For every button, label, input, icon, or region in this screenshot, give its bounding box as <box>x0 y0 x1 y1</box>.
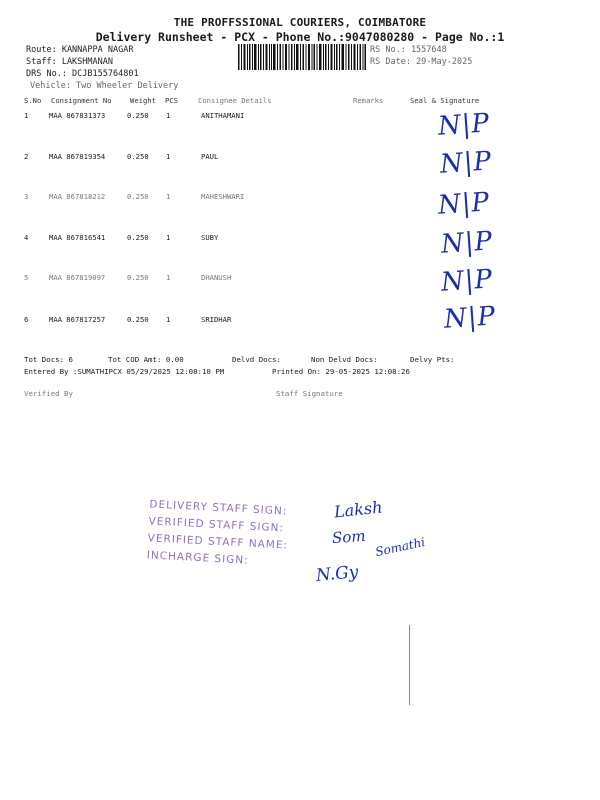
runsheet-title: Delivery Runsheet - PCX - Phone No.:9047080280 - Page No.:1 <box>95 30 505 44</box>
row-consignment: MAA 867819354 <box>49 152 106 161</box>
company-name: THE PROFFSSIONAL COURIERS, COIMBATORE <box>173 16 427 29</box>
row-consignee: MAHESHWARI <box>201 192 245 201</box>
rs-date: RS Date: 29-May-2025 <box>370 57 473 67</box>
row-pcs: 1 <box>166 273 171 282</box>
col-weight: Weight <box>130 96 156 105</box>
row-weight: 0.250 <box>127 233 149 242</box>
rs-number: RS No.: 1557648 <box>370 45 447 55</box>
non-delivered-docs: Non Delvd Docs: <box>311 355 378 364</box>
col-pcs: PCS <box>165 96 178 105</box>
table-row <box>0 152 600 164</box>
col-seal-signature: Seal & Signature <box>410 96 480 105</box>
route-label: Route: KANNAPPA NAGAR <box>26 45 134 55</box>
handwritten-signature: Som <box>331 526 367 548</box>
total-docs: Tot Docs: 6 <box>24 355 73 364</box>
row-pcs: 1 <box>166 315 171 324</box>
drs-number: DRS No.: DCJB155764801 <box>26 69 139 79</box>
verified-by-label: Verified By <box>24 389 73 398</box>
row-consignee: ANITHAMANI <box>201 111 245 120</box>
row-consignment: MAA 867819097 <box>49 273 106 282</box>
stamp-incharge-sign: INCHARGE SIGN: <box>146 549 250 567</box>
row-pcs: 1 <box>166 152 171 161</box>
handwritten-np-mark: N|P <box>439 146 493 180</box>
delivery-points: Delvy Pts: <box>410 355 455 364</box>
stamp-verified-staff-sign: VERIFIED STAFF SIGN: <box>148 515 285 535</box>
table-row <box>0 233 600 245</box>
row-consignment: MAA 867816541 <box>49 233 106 242</box>
row-weight: 0.250 <box>127 111 149 120</box>
col-sno: S.No <box>24 96 42 105</box>
row-pcs: 1 <box>166 111 171 120</box>
col-consignment: Consignment No <box>51 96 112 105</box>
handwritten-np-mark: N|P <box>443 301 497 335</box>
stamp-verified-staff-name: VERIFIED STAFF NAME: <box>147 532 289 552</box>
row-consignment: MAA 867817257 <box>49 315 106 324</box>
row-consignee: SUBY <box>201 233 219 242</box>
entered-by: Entered By :SUMATHIPCX 05/29/2025 12:08:10 PM <box>24 367 225 376</box>
total-cod-amount: Tot COD Amt: 0.00 <box>108 355 184 364</box>
scan-artifact-line <box>409 625 410 705</box>
row-sno: 2 <box>24 152 29 161</box>
row-sno: 1 <box>24 111 29 120</box>
printed-on: Printed On: 29-05-2025 12:08:26 <box>272 367 410 376</box>
handwritten-np-mark: N|P <box>437 108 491 142</box>
handwritten-signature: Somathi <box>374 534 427 560</box>
row-consignee: DHANUSH <box>201 273 232 282</box>
row-pcs: 1 <box>166 233 171 242</box>
staff-signature-label: Staff Signature <box>276 389 343 398</box>
row-sno: 6 <box>24 315 29 324</box>
row-weight: 0.250 <box>127 315 149 324</box>
row-weight: 0.250 <box>127 152 149 161</box>
delivered-docs: Delvd Docs: <box>232 355 281 364</box>
handwritten-np-mark: N|P <box>440 264 494 298</box>
table-row <box>0 192 600 204</box>
handwritten-signature: Laksh <box>333 497 384 522</box>
col-consignee: Consignee Details <box>198 96 272 105</box>
row-sno: 4 <box>24 233 29 242</box>
table-row <box>0 273 600 285</box>
staff-label: Staff: LAKSHMANAN <box>26 57 113 67</box>
row-pcs: 1 <box>166 192 171 201</box>
handwritten-np-mark: N|P <box>437 187 491 221</box>
handwritten-signature: N.Gy <box>315 562 360 586</box>
row-sno: 3 <box>24 192 29 201</box>
row-weight: 0.250 <box>127 192 149 201</box>
table-row <box>0 111 600 123</box>
stamp-delivery-staff-sign: DELIVERY STAFF SIGN: <box>149 498 288 518</box>
row-consignee: SRIDHAR <box>201 315 232 324</box>
row-consignee: PAUL <box>201 152 219 161</box>
vehicle-label: Vehicle: Two Wheeler Delivery <box>30 81 179 91</box>
col-remarks: Remarks <box>353 96 384 105</box>
table-row <box>0 315 600 327</box>
verification-stamp <box>146 496 290 571</box>
barcode-image <box>238 44 366 70</box>
row-weight: 0.250 <box>127 273 149 282</box>
handwritten-np-mark: N|P <box>440 226 494 260</box>
row-consignment: MAA 867831373 <box>49 111 106 120</box>
row-consignment: MAA 867818212 <box>49 192 106 201</box>
row-sno: 5 <box>24 273 29 282</box>
